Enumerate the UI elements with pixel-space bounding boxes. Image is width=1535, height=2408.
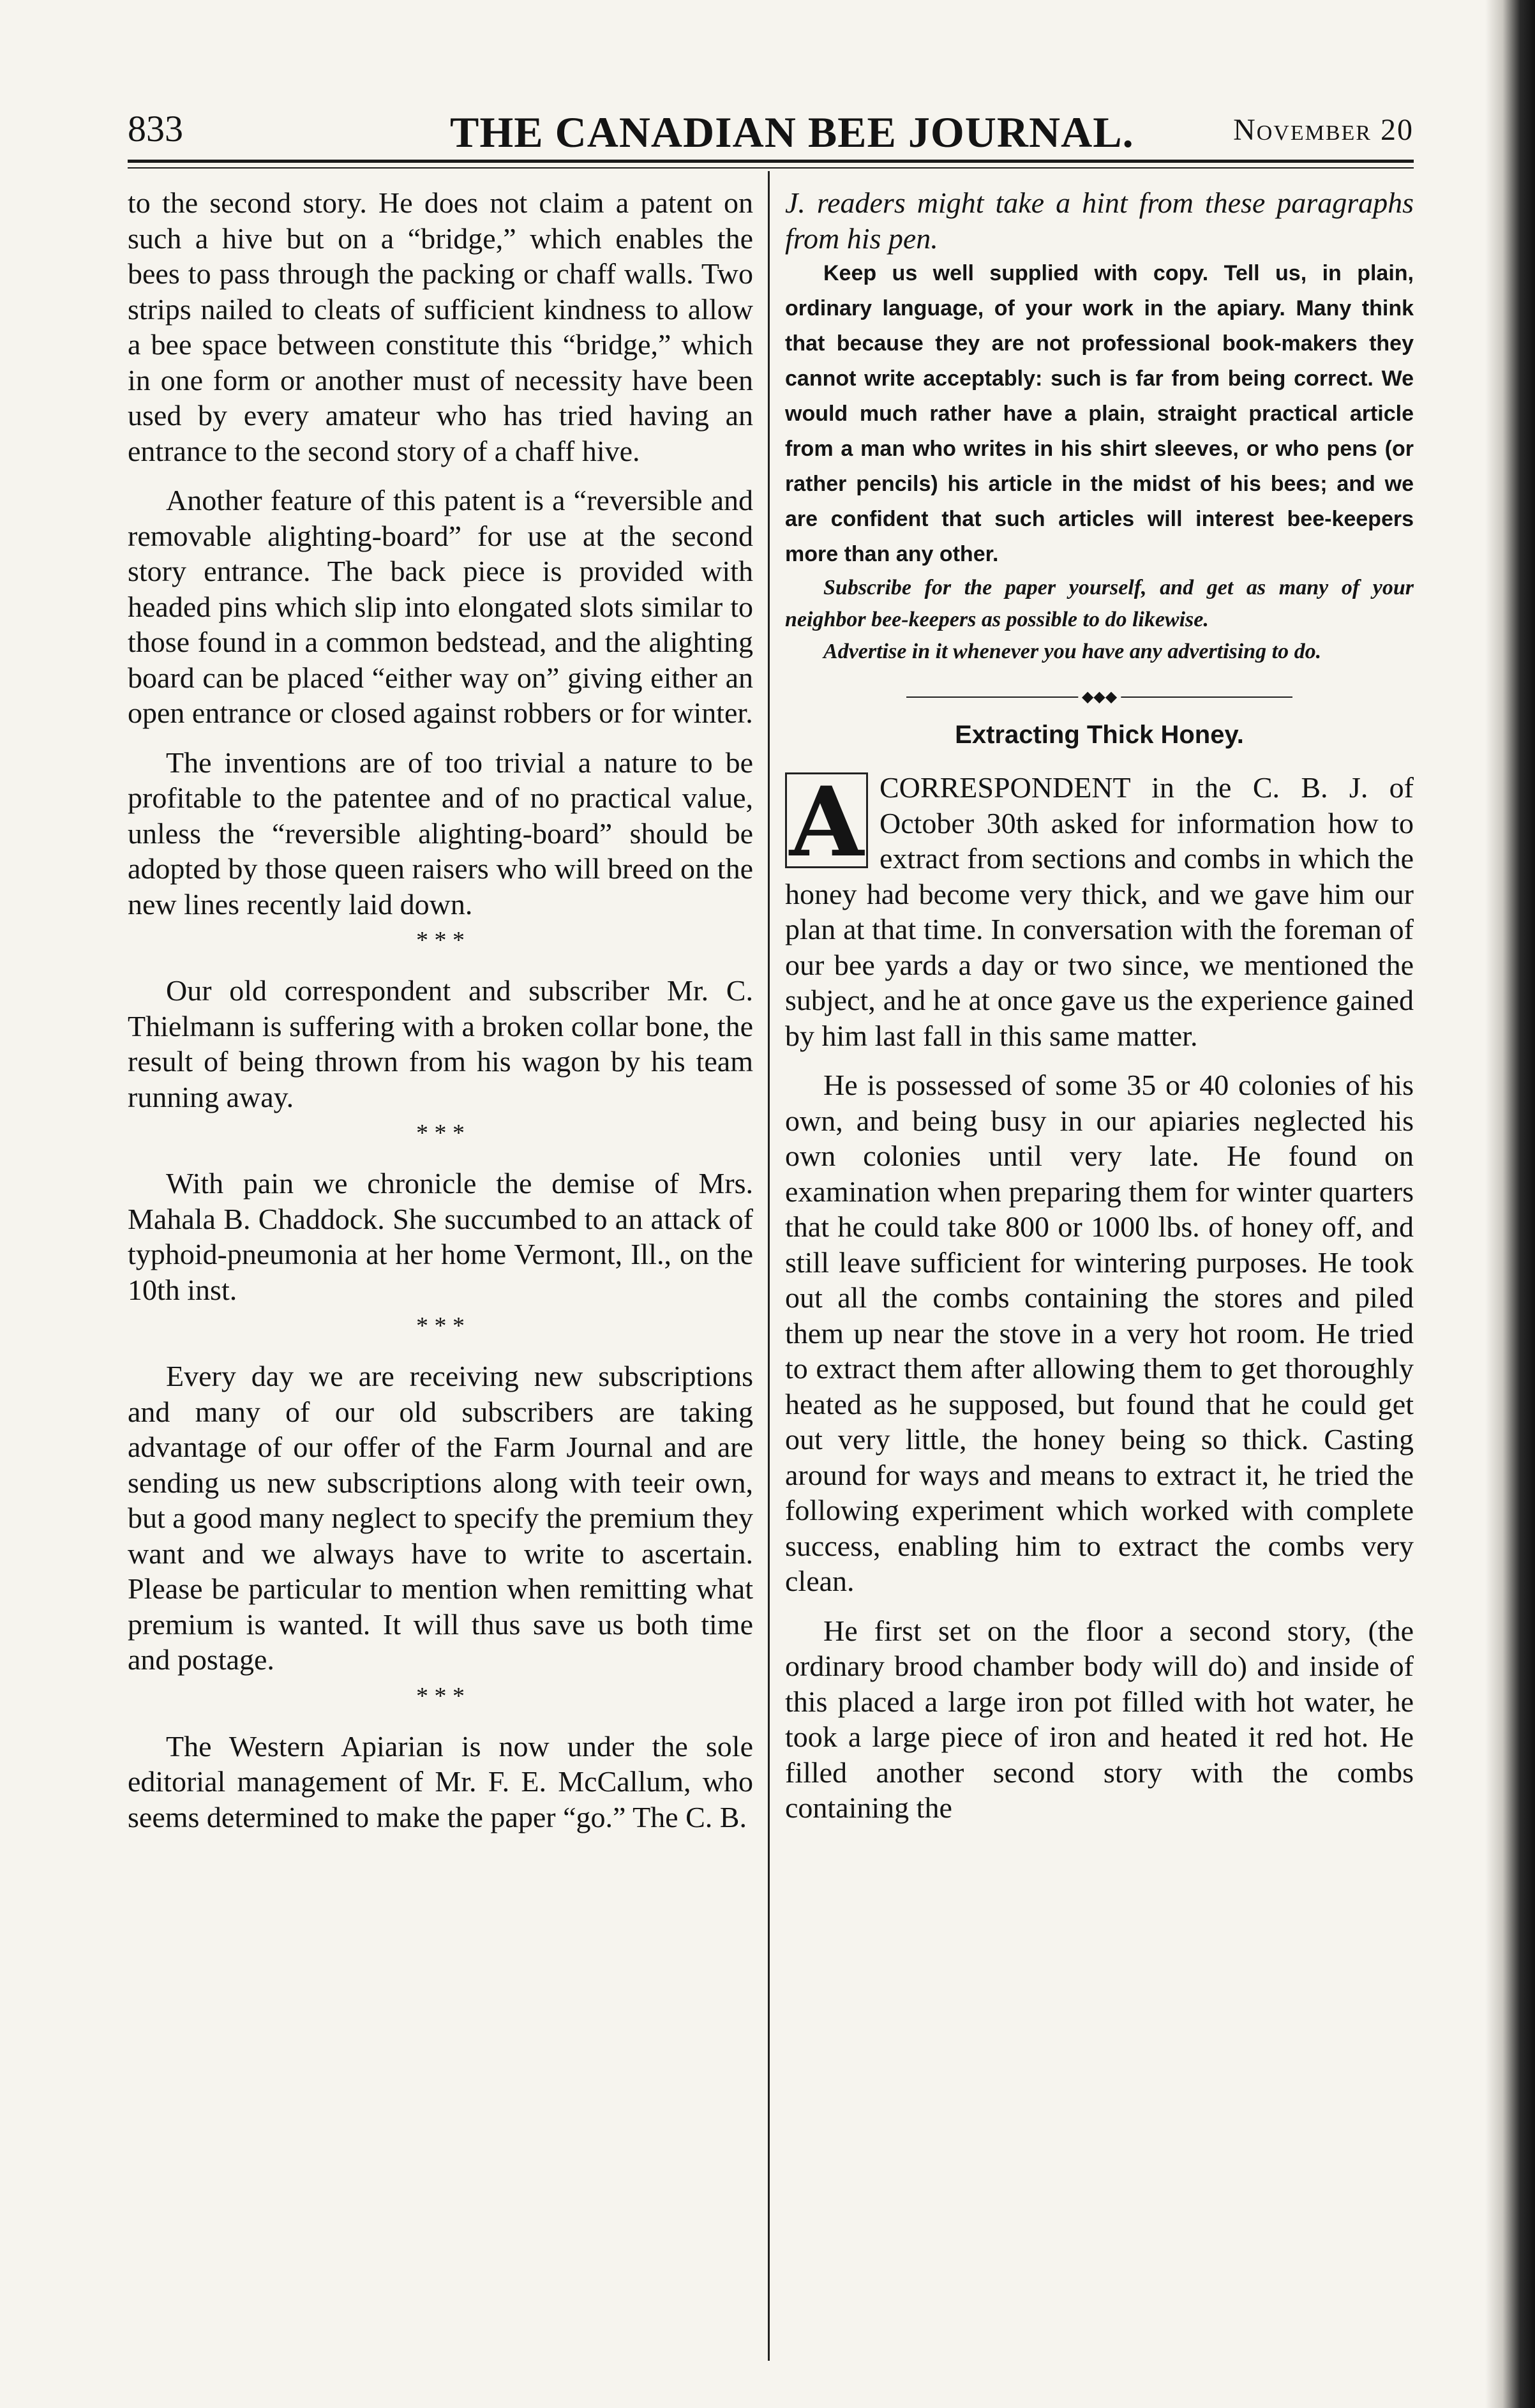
header-rule [128, 160, 1414, 163]
section-title: Extracting Thick Honey. [955, 721, 1244, 749]
paragraph: to the second story. He does not claim a patent on such a hive but on a “bridge,” which enables the bees to pass through the packing or chaff walls. Two strips nailed to cleats of sufficient kindness to allow a bee space between constitute this “bridge,” which in one form or another must of necessity have been used by every amateur who has tried having an entrance to the second story of a chaff hive. [128, 186, 753, 467]
paragraph: CORRESPONDENT in the C. B. J. of October 30th asked for information how to extract from sections and combs in which the honey had become very thick, and we gave him our plan at that time. In conversation with the foreman of our bee yards a day or two since, we mentioned the subject, and he at once gave us the experience gained by him last fall in this same matter. [785, 771, 1414, 1052]
journal-title: THE CANADIAN BEE JOURNAL. [450, 108, 1134, 156]
issue-date: November 20 [1233, 113, 1414, 147]
section-separator-stars: * * * [416, 1682, 465, 1710]
ornament-glyph: ◆◆◆ [1078, 691, 1121, 704]
paragraph: Our old correspondent and subscriber Mr. C. Thielmann is suffering with a broken collar bone, the result of being thrown from his wagon by his team running away. [128, 974, 753, 1113]
paragraph: The Western Apiarian is now under the sole editorial management of Mr. F. E. McCallum, who seems determined to make the paper “go.” The C. B. [128, 1729, 753, 1833]
quoted-paragraph: Keep us well supplied with copy. Tell us, in plain, ordinary language, of your work in the apiary. Many think that because they are not professional book-makers they cannot write acceptably: such is far from being correct. We would much rather have a plain, straight practical article from a man who writes in his shirt sleeves, or who pens (or rather pencils) his article in the midst of his bees; and we are confident that such articles will interest bee-keepers more than any other. [785, 261, 1414, 566]
right-column [785, 185, 1414, 1826]
section-separator-stars: * * * [416, 927, 465, 954]
paragraph: He first set on the floor a second story, (the ordinary brood chamber body will do) and inside of this placed a large iron pot filled with hot water, he took a large piece of iron and heated it red hot. He filled another second story with the combs containing the [785, 1614, 1414, 1824]
left-column [128, 185, 753, 1835]
section-separator-stars: * * * [416, 1120, 465, 1147]
page-header [128, 96, 1414, 166]
page-number: 833 [128, 108, 183, 149]
paragraph: The inventions are of too trivial a nature to be profitable to the patentee and of no practical value, unless the “reversible alighting-board” should be adopted by those queen raisers who will breed on the new lines recently laid down. [128, 746, 753, 921]
paragraph: Every day we are receiving new subscriptions and many of our old subscribers are taking advantage of our offer of the Farm Journal and are sending us new subscriptions along with teeir own, but a good many neglect to specify the premium they want and we always have to write to ascertain. Please be particular to mention when remitting what premium is wanted. It will thus save us both time and postage. [128, 1360, 753, 1676]
section-separator-stars: * * * [416, 1313, 465, 1339]
page-binding-edge [1485, 0, 1535, 2408]
article-opening [785, 766, 1414, 1053]
paragraph: Another feature of this patent is a “reversible and removable alighting-board” for use at the second story entrance. The back piece is provided with headed pins which slip into elongated slots similar to those found in a common bedstead, and the alighting board can be placed “either way on” giving either an open entrance or closed against robbers or for winter. [128, 484, 753, 729]
column-divider [768, 171, 770, 2361]
header-rule-thin [128, 167, 1414, 169]
quoted-paragraph: Advertise in it whenever you have any advertising to do. [823, 640, 1322, 663]
quoted-paragraph: Subscribe for the paper yourself, and get as many of your neighbor bee-keepers as possible to do likewise. [785, 576, 1414, 631]
section-ornament [785, 691, 1414, 704]
paragraph: He is possessed of some 35 or 40 colonies of his own, and being busy in our apiaries neglected his own colonies until very late. He found on examination when preparing them for winter quarters that he could take 800 or 1000 lbs. of honey off, and still leave sufficient for wintering purposes. He took out all the combs containing the stores and piled them up near the stove in a very hot room. He tried to extract them after allowing them to get thoroughly heated as he supposed, but found that he could get out very little, the honey being so thick. Casting around for ways and means to extract it, he tried the following experiment which worked with complete success, enabling him to extract the combs very clean. [785, 1069, 1414, 1597]
paragraph: J. readers might take a hint from these paragraphs from his pen. [785, 186, 1414, 255]
paragraph: With pain we chronicle the demise of Mrs. Mahala B. Chaddock. She succumbed to an attack of typhoid-pneumonia at her home Vermont, Ill., on the 10th inst. [128, 1167, 753, 1306]
journal-page [128, 96, 1414, 2368]
drop-cap-letter: A [785, 772, 868, 868]
